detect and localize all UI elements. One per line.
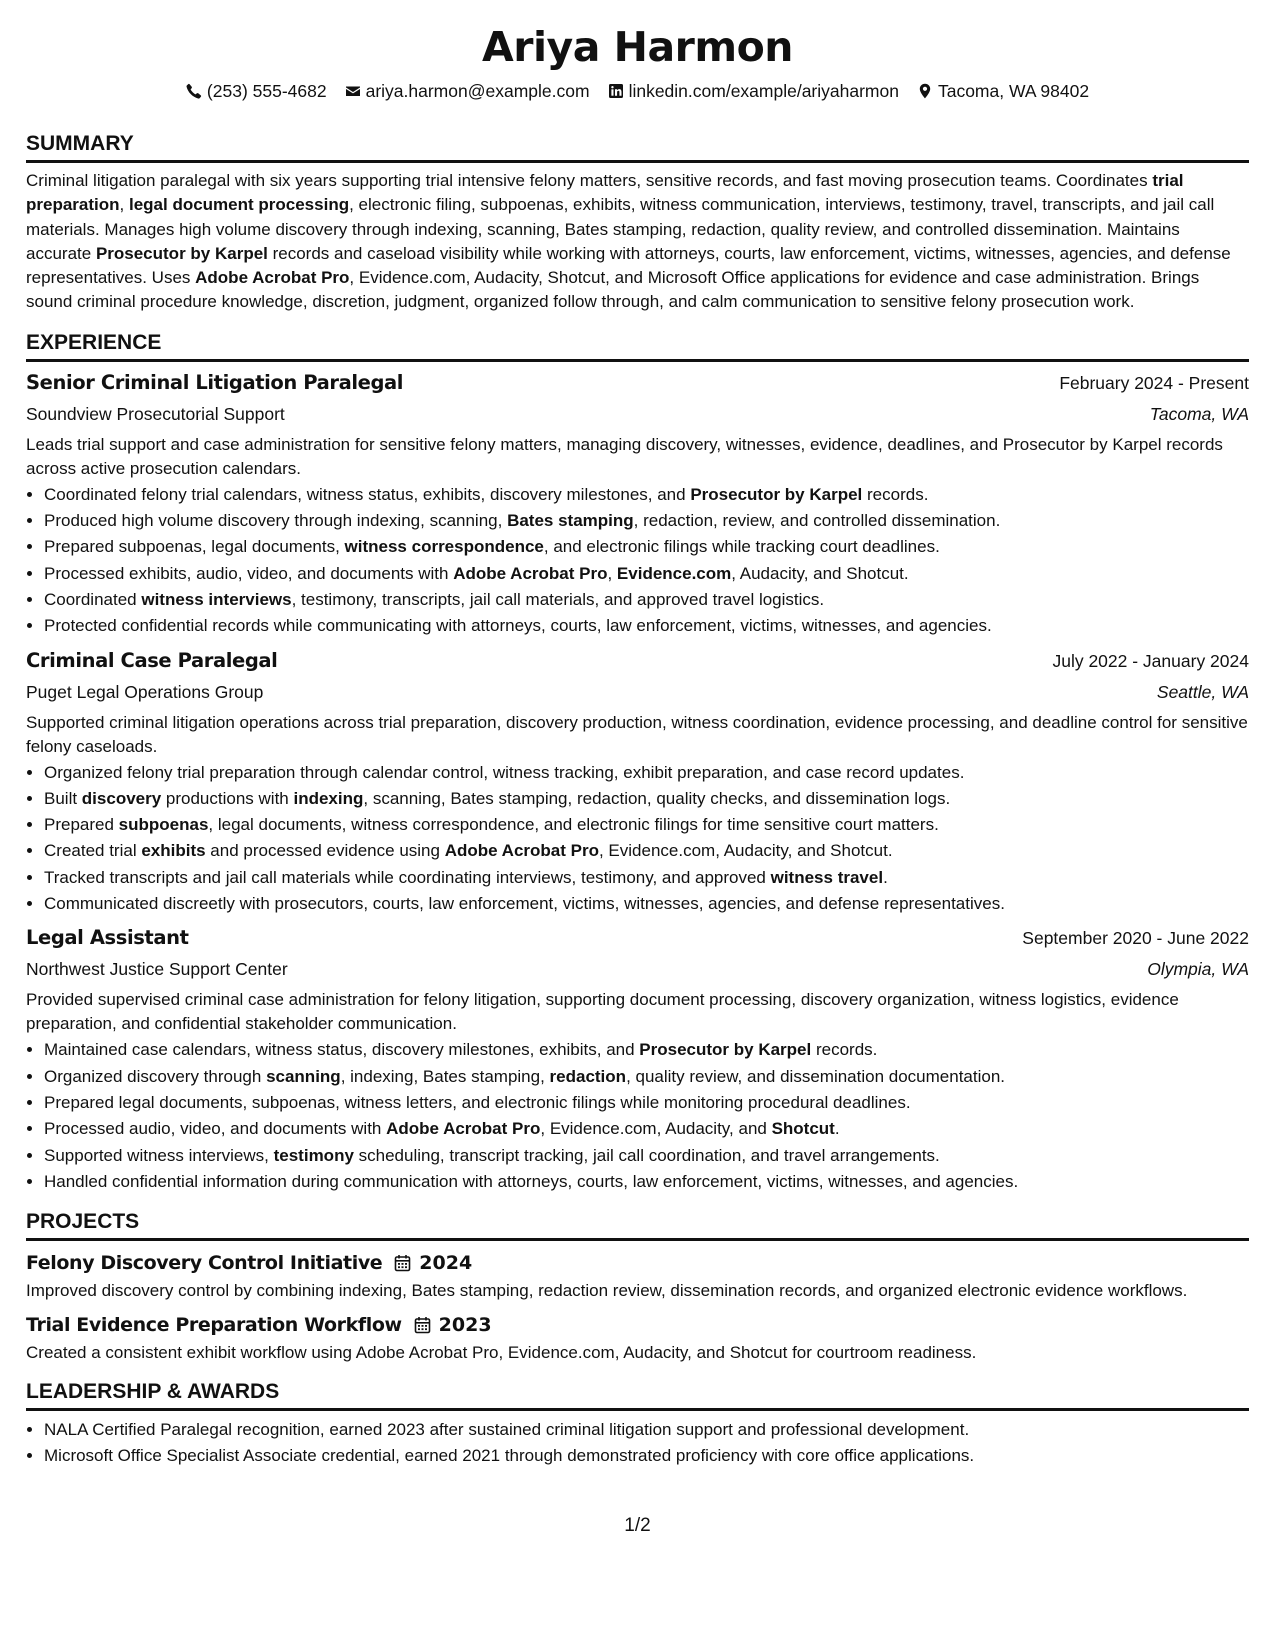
section-title-leadership: LEADERSHIP & AWARDS — [26, 1379, 1249, 1411]
section-title-summary: SUMMARY — [26, 131, 1249, 163]
project-year — [394, 1249, 472, 1277]
job-description: Supported criminal litigation operations across trial preparation, discovery production, witness coordination, evidence processing, and deadline control for sensitive felony caseloads. — [26, 712, 1248, 756]
list-item — [44, 534, 1249, 560]
text-run: , and electronic filings while tracking court deadlines. — [543, 537, 940, 557]
contact-linkedin[interactable] — [608, 81, 899, 102]
project-entry — [26, 1249, 1249, 1303]
job-bullets — [26, 482, 1249, 640]
list-item — [44, 891, 1249, 917]
text-run: Tracked transcripts and jail call materials while coordinating interviews, testimony, and approved — [44, 867, 771, 887]
projects-list — [26, 1249, 1249, 1365]
job-description: Leads trial support and case administration for sensitive felony matters, managing discovery, witnesses, evidence, deadlines, and Prosecutor by Karpel records across active prosecution calendars. — [26, 434, 1223, 478]
bold-keyword: discovery — [81, 788, 162, 808]
list-item — [44, 1090, 1249, 1116]
text-run: Created trial — [44, 841, 142, 861]
text-run: scheduling, transcript tracking, jail call coordination, and travel arrangements. — [353, 1145, 940, 1165]
bold-keyword: Adobe Acrobat Pro — [386, 1119, 541, 1139]
text-run: , Evidence.com, Audacity, and Shotcut. — [598, 841, 893, 861]
bold-keyword: Adobe Acrobat Pro — [444, 841, 599, 861]
job-location: Tacoma, WA — [1149, 403, 1249, 424]
text-run: and processed evidence using — [205, 841, 445, 861]
job-header — [26, 646, 1249, 676]
bold-keyword: scanning — [266, 1066, 341, 1086]
job-description: Provided supervised criminal case administration for felony litigation, supporting document processing, discovery organization, witness logistics, evidence preparation, and confidential stakeholder communication. — [26, 990, 1179, 1034]
list-item — [44, 1037, 1249, 1063]
project-year-text: 2024 — [419, 1252, 473, 1275]
list-item — [44, 1169, 1249, 1195]
text-run: Maintained case calendars, witness status, discovery milestones, exhibits, and — [44, 1040, 640, 1060]
contact-phone[interactable] — [186, 81, 327, 102]
job-entry — [26, 923, 1249, 1195]
calendar-icon — [394, 1254, 411, 1272]
text-run: , electronic filing, subpoenas, exhibits, witness communication, interviews, testimony, travel, transcripts, and jail call materials. Manages high volume discovery through indexing, scanning, Bates stamping, redaction, quality review, and controlled dissemination. Maintains accurate — [26, 195, 1215, 263]
list-item — [44, 760, 1249, 786]
text-run: , Audacity, and Shotcut. — [731, 563, 909, 583]
phone-icon — [186, 83, 202, 99]
bold-keyword: subpoenas — [118, 815, 209, 835]
list-item: • Microsoft Office Specialist Associate credential, earned 2021 through demonstrated proficiency with core office applications. — [44, 1443, 1249, 1469]
job-bullets — [26, 1037, 1249, 1195]
text-run: Organized felony trial preparation through calendar control, witness tracking, exhibit preparation, and case record updates. — [44, 762, 965, 782]
text-run: , — [119, 195, 129, 215]
list-item — [44, 613, 1249, 639]
text-run: Prepared — [44, 815, 119, 835]
job-subheader — [26, 398, 1249, 430]
section-title-projects: PROJECTS — [26, 1209, 1249, 1241]
job-dates: February 2024 - Present — [1059, 372, 1249, 393]
text-run: Supported witness interviews, — [44, 1145, 274, 1165]
list-item — [44, 812, 1249, 838]
text-run: , testimony, transcripts, jail call materials, and approved travel logistics. — [291, 589, 825, 609]
bold-keyword: Adobe Acrobat Pro — [453, 563, 608, 583]
bold-keyword: redaction — [549, 1066, 627, 1086]
text-run: Prepared subpoenas, legal documents, — [44, 537, 345, 557]
job-subheader — [26, 953, 1249, 985]
bold-keyword: trial preparation — [26, 171, 1184, 215]
list-item — [44, 482, 1249, 508]
bold-keyword: indexing — [293, 788, 364, 808]
job-dates: September 2020 - June 2022 — [1022, 928, 1249, 949]
text-run: Processed exhibits, audio, video, and documents with — [44, 563, 454, 583]
project-description: Created a consistent exhibit workflow using Adobe Acrobat Pro, Evidence.com, Audacity, and Shotcut for courtroom readiness. — [26, 1343, 977, 1363]
text-run: records. — [862, 484, 929, 504]
text-run: , redaction, review, and controlled dissemination. — [633, 511, 1001, 531]
bold-keyword: Prosecutor by Karpel — [639, 1040, 812, 1060]
text-run: Communicated discreetly with prosecutors, courts, law enforcement, victims, witnesses, agencies, and defense representatives. — [44, 894, 1005, 914]
project-entry — [26, 1311, 1249, 1365]
list-item — [44, 1116, 1249, 1142]
envelope-icon — [345, 83, 361, 99]
list-item — [44, 786, 1249, 812]
job-title: Criminal Case Paralegal — [26, 648, 278, 672]
company-name: Puget Legal Operations Group — [26, 681, 264, 702]
list-item — [44, 1064, 1249, 1090]
text-run: , Evidence.com, Audacity, Shotcut, and Microsoft Office applications for evidence and case administration. Brings sound criminal procedure knowledge, discretion, judgment, organized follow through, and calm communication to sensitive felony prosecution work. — [26, 268, 1200, 312]
list-item — [44, 508, 1249, 534]
job-subheader — [26, 676, 1249, 708]
company-name: Soundview Prosecutorial Support — [26, 403, 285, 424]
company-name: Northwest Justice Support Center — [26, 959, 288, 980]
bold-keyword: Bates stamping — [507, 511, 634, 531]
list-item — [44, 587, 1249, 613]
list-item: • NALA Certified Paralegal recognition, earned 2023 after sustained criminal litigation support and professional development. — [44, 1417, 1249, 1443]
text-run: records. — [811, 1040, 878, 1060]
job-entry — [26, 368, 1249, 640]
text-run: , — [607, 563, 617, 583]
map-pin-icon — [917, 83, 933, 99]
candidate-name: Ariya Harmon — [482, 23, 793, 71]
contact-location — [917, 81, 1089, 102]
text-run: Processed audio, video, and documents with — [44, 1119, 387, 1139]
page-number: 1/2 — [624, 1515, 651, 1536]
job-location: Seattle, WA — [1156, 681, 1249, 702]
project-year-text: 2023 — [438, 1314, 492, 1337]
job-header — [26, 923, 1249, 953]
text-run: productions with — [161, 788, 294, 808]
email-text: ariya.harmon@example.com — [365, 80, 590, 101]
section-title-experience: EXPERIENCE — [26, 330, 1249, 362]
experience-section — [26, 330, 1249, 1195]
text-run: , Evidence.com, Audacity, and — [540, 1119, 772, 1139]
text-run: Criminal litigation paralegal with six years supporting trial intensive felony matters, sensitive records, and fast moving prosecution teams. Coordinates — [26, 171, 1153, 190]
bold-keyword: testimony — [273, 1145, 354, 1165]
bold-keyword: Evidence.com — [616, 563, 732, 583]
summary-text — [26, 169, 1249, 315]
text-run: , legal documents, witness correspondence, and electronic filings for time sensitive court matters. — [208, 815, 939, 835]
phone-text: (253) 555-4682 — [206, 80, 327, 101]
leadership-list — [26, 1417, 1249, 1470]
project-description: Improved discovery control by combining indexing, Bates stamping, redaction review, dissemination records, and organized electronic evidence workflows. — [26, 1281, 1188, 1301]
job-entry — [26, 646, 1249, 918]
projects-section — [26, 1209, 1249, 1365]
text-run: Produced high volume discovery through indexing, scanning, — [44, 511, 508, 531]
text-run: . — [883, 867, 888, 887]
bold-keyword: Adobe Acrobat Pro — [195, 268, 350, 288]
bold-keyword: Shotcut — [771, 1119, 835, 1139]
bold-keyword: Prosecutor by Karpel — [95, 243, 268, 263]
job-title: Legal Assistant — [26, 926, 189, 950]
text-run: Protected confidential records while communicating with attorneys, courts, law enforcement, victims, witnesses, and agencies. — [44, 616, 992, 636]
leadership-section — [26, 1379, 1249, 1470]
contact-email[interactable] — [345, 81, 590, 102]
text-run: Prepared legal documents, subpoenas, witness letters, and electronic filings while monitoring procedural deadlines. — [44, 1092, 911, 1112]
bold-keyword: Prosecutor by Karpel — [690, 484, 863, 504]
text-run: Coordinated felony trial calendars, witness status, exhibits, discovery milestones, and — [44, 484, 691, 504]
job-title: Senior Criminal Litigation Paralegal — [26, 370, 404, 394]
bold-keyword: witness interviews — [141, 589, 292, 609]
list-item — [44, 561, 1249, 587]
list-item — [44, 865, 1249, 891]
text-run: . — [834, 1119, 840, 1139]
project-header — [26, 1311, 1249, 1339]
contact-bar — [26, 78, 1249, 104]
project-header — [26, 1249, 1249, 1277]
bold-keyword: witness travel — [770, 867, 884, 887]
linkedin-text: linkedin.com/example/ariyaharmon — [628, 80, 899, 101]
bold-keyword: witness correspondence — [344, 537, 544, 557]
text-run: , scanning, Bates stamping, redaction, quality checks, and dissemination logs. — [363, 788, 951, 808]
calendar-icon — [414, 1316, 431, 1334]
job-header — [26, 368, 1249, 398]
jobs-list — [26, 368, 1249, 1195]
text-run: Coordinated — [44, 589, 142, 609]
job-bullets — [26, 760, 1249, 918]
text-run: Organized discovery through — [44, 1066, 267, 1086]
linkedin-icon — [608, 83, 624, 99]
text-run: Handled confidential information during communication with attorneys, courts, law enforcement, victims, witnesses, and agencies. — [44, 1171, 1019, 1191]
list-item — [44, 1143, 1249, 1169]
bold-keyword: legal document processing — [128, 195, 350, 215]
text-run: , quality review, and dissemination documentation. — [626, 1066, 1006, 1086]
job-location: Olympia, WA — [1147, 959, 1249, 980]
location-text: Tacoma, WA 98402 — [937, 80, 1090, 101]
bold-keyword: exhibits — [141, 841, 206, 861]
text-run: Built — [44, 788, 82, 808]
project-title: Felony Discovery Control Initiative — [26, 1252, 383, 1275]
job-dates: July 2022 - January 2024 — [1052, 650, 1249, 671]
project-year — [414, 1311, 492, 1339]
project-title: Trial Evidence Preparation Workflow — [26, 1314, 402, 1337]
list-item — [44, 838, 1249, 864]
text-run: , indexing, Bates stamping, — [340, 1066, 550, 1086]
text-run: records and caseload visibility while working with attorneys, courts, law enforcement, victims, witnesses, agencies, and defense representatives. Uses — [26, 243, 1231, 288]
summary-section — [26, 131, 1249, 315]
